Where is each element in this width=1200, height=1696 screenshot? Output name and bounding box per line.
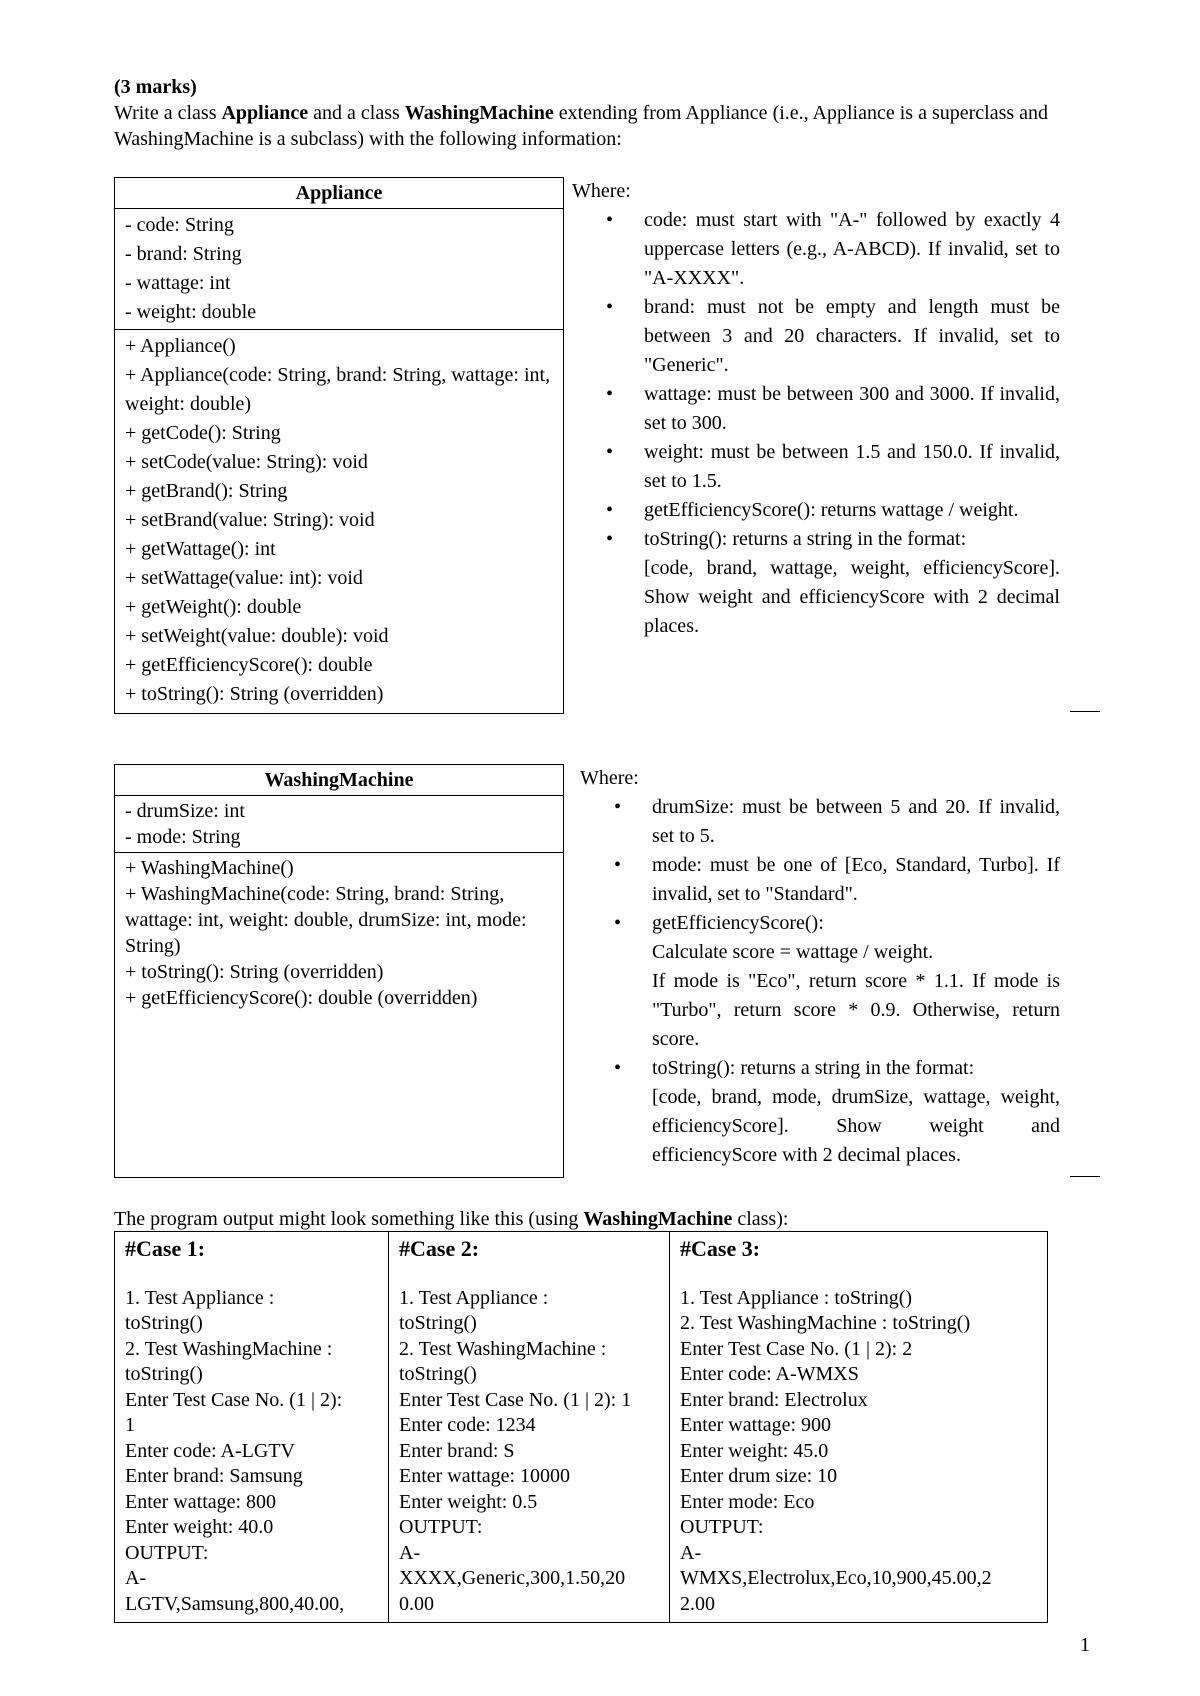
rule-text: [code, brand, mode, drumSize, wattage, weight, efficiencyScore]. Show weight and efficiencyScore with 2 decimal places. bbox=[652, 1086, 1060, 1166]
uml-member: + setWattage(value: int): void bbox=[125, 567, 363, 589]
case-header: #Case 2: bbox=[399, 1236, 480, 1261]
case-line: A- bbox=[680, 1541, 702, 1564]
caption-text: class): bbox=[732, 1208, 789, 1230]
divider-line bbox=[1070, 1176, 1100, 1177]
case-line: 1. Test Appliance : toString() bbox=[680, 1286, 913, 1309]
case-line: toString() bbox=[125, 1363, 203, 1385]
appliance-rules bbox=[572, 177, 1060, 641]
case-line: Enter drum size: 10 bbox=[680, 1465, 838, 1487]
case-line: OUTPUT: bbox=[125, 1541, 209, 1564]
page-number: 1 bbox=[1080, 1634, 1090, 1656]
rules-list bbox=[580, 793, 1060, 1170]
case-line: 1. Test Appliance : bbox=[399, 1286, 549, 1309]
case-cell bbox=[670, 1232, 1048, 1623]
rule-item bbox=[572, 380, 1060, 438]
rule-item bbox=[580, 851, 1060, 909]
uml-member: - mode: String bbox=[125, 826, 241, 848]
uml-class-name: Appliance bbox=[115, 178, 563, 209]
rule-text: mode: must be one of [Eco, Standard, Turbo]. If invalid, set to "Standard". bbox=[652, 854, 1060, 905]
rule-item bbox=[572, 496, 1060, 525]
case-line: LGTV,Samsung,800,40.00, bbox=[125, 1592, 345, 1615]
case-line: Enter Test Case No. (1 | 2): bbox=[125, 1388, 343, 1411]
intro-text-part: and a class bbox=[308, 102, 405, 124]
rule-item bbox=[572, 206, 1060, 293]
case-header: #Case 3: bbox=[680, 1236, 761, 1261]
uml-member: + WashingMachine() bbox=[125, 857, 294, 879]
case-line: A- bbox=[399, 1541, 421, 1564]
rule-text: If mode is "Eco", return score * 1.1. If mode is "Turbo", return score * 0.9. Otherwise, return score. bbox=[652, 970, 1060, 1050]
case-line: 2.00 bbox=[680, 1592, 715, 1615]
case-line: A- bbox=[125, 1567, 147, 1589]
case-line: 2. Test WashingMachine : bbox=[399, 1337, 607, 1360]
rules-list bbox=[572, 206, 1060, 641]
case-line: Enter brand: Electrolux bbox=[680, 1388, 868, 1411]
rule-text: getEfficiencyScore(): bbox=[652, 912, 824, 934]
bullet-icon: • bbox=[606, 296, 614, 318]
case-line: toString() bbox=[399, 1312, 477, 1334]
case-line: WMXS,Electrolux,Eco,10,900,45.00,2 bbox=[680, 1567, 992, 1589]
output-table bbox=[114, 1231, 1048, 1623]
marks-label: (3 marks) bbox=[114, 76, 197, 98]
caption-text: The program output might look something like this (using bbox=[114, 1208, 584, 1230]
bullet-icon: • bbox=[606, 209, 614, 231]
case-line: Enter mode: Eco bbox=[680, 1490, 815, 1513]
appliance-uml-box bbox=[114, 177, 564, 714]
case-line: OUTPUT: bbox=[680, 1516, 764, 1538]
uml-member: + getWeight(): double bbox=[125, 596, 302, 618]
washingmachine-uml-box bbox=[114, 764, 564, 1178]
bullet-icon: • bbox=[606, 528, 614, 550]
case-cell bbox=[389, 1232, 670, 1623]
rule-text: wattage: must be between 300 and 3000. If invalid, set to 300. bbox=[644, 383, 1060, 434]
uml-member: - brand: String bbox=[125, 243, 242, 265]
case-line: Enter Test Case No. (1 | 2): 1 bbox=[399, 1388, 632, 1411]
case-line: toString() bbox=[399, 1363, 477, 1385]
intro-text-part: Write a class bbox=[114, 102, 222, 124]
rule-text: getEfficiencyScore(): returns wattage / weight. bbox=[644, 499, 1019, 521]
rule-text: drumSize: must be between 5 and 20. If invalid, set to 5. bbox=[652, 796, 1060, 847]
uml-methods bbox=[115, 330, 563, 711]
uml-member: + getEfficiencyScore(): double bbox=[125, 654, 373, 676]
case-line: Enter code: A-WMXS bbox=[680, 1363, 859, 1385]
uml-member: + toString(): String (overridden) bbox=[125, 683, 384, 705]
case-line: Enter code: A-LGTV bbox=[125, 1439, 295, 1462]
uml-member: - code: String bbox=[125, 214, 234, 236]
bullet-icon: • bbox=[614, 854, 622, 876]
question-intro bbox=[114, 74, 1054, 152]
uml-member: + Appliance(code: String, brand: String, wattage: int, weight: double) bbox=[125, 364, 551, 415]
where-label: Where: bbox=[580, 767, 639, 789]
case-line: toString() bbox=[125, 1312, 203, 1334]
case-line: Enter weight: 0.5 bbox=[399, 1490, 538, 1513]
washingmachine-rules bbox=[580, 764, 1060, 1170]
rule-item bbox=[580, 793, 1060, 851]
rule-text: Calculate score = wattage / weight. bbox=[652, 941, 934, 963]
intro-text-part: extending from Appliance (i.e., Appliance is a superclass and WashingMachine is a subclass) with the following information: bbox=[114, 102, 1049, 150]
uml-member: - wattage: int bbox=[125, 272, 231, 294]
case-line: 2. Test WashingMachine : bbox=[125, 1337, 333, 1360]
uml-member: - drumSize: int bbox=[125, 800, 245, 822]
rule-item bbox=[572, 525, 1060, 641]
rule-text: [code, brand, wattage, weight, efficiencyScore]. Show weight and efficiencyScore with 2 decimal places. bbox=[644, 557, 1060, 637]
uml-member: + getWattage(): int bbox=[125, 538, 276, 560]
case-line: Enter brand: S bbox=[399, 1439, 515, 1462]
uml-attributes bbox=[115, 209, 563, 330]
rule-text: toString(): returns a string in the format: bbox=[652, 1057, 975, 1079]
bullet-icon: • bbox=[614, 1057, 622, 1079]
case-line: Enter wattage: 900 bbox=[680, 1414, 832, 1436]
rule-text: brand: must not be empty and length must be between 3 and 20 characters. If invalid, set to "Generic". bbox=[644, 296, 1060, 376]
case-cell bbox=[115, 1232, 389, 1623]
uml-member: + Appliance() bbox=[125, 335, 236, 357]
case-line: Enter brand: Samsung bbox=[125, 1465, 303, 1487]
uml-attributes bbox=[115, 796, 563, 853]
uml-member: + WashingMachine(code: String, brand: String, wattage: int, weight: double, drumSize: int, mode: String) bbox=[125, 883, 527, 957]
caption-class: WashingMachine bbox=[583, 1208, 733, 1230]
uml-class-name: WashingMachine bbox=[115, 765, 563, 796]
bullet-icon: • bbox=[606, 383, 614, 405]
case-line: OUTPUT: bbox=[399, 1516, 483, 1538]
case-line: 2. Test WashingMachine : toString() bbox=[680, 1312, 971, 1334]
uml-methods bbox=[115, 853, 563, 1013]
intro-class-appliance: Appliance bbox=[221, 102, 309, 124]
case-line: Enter code: 1234 bbox=[399, 1414, 536, 1436]
uml-member: + getCode(): String bbox=[125, 422, 281, 444]
case-line: 0.00 bbox=[399, 1592, 434, 1615]
divider-line bbox=[1070, 711, 1100, 712]
rule-item bbox=[580, 1054, 1060, 1170]
rule-item bbox=[580, 909, 1060, 1054]
bullet-icon: • bbox=[606, 499, 614, 521]
question-text bbox=[114, 100, 1054, 152]
case-line: 1 bbox=[125, 1414, 135, 1436]
case-header: #Case 1: bbox=[125, 1236, 206, 1261]
case-line: Enter weight: 45.0 bbox=[680, 1439, 829, 1462]
where-label: Where: bbox=[572, 180, 631, 202]
case-line: XXXX,Generic,300,1.50,20 bbox=[399, 1567, 626, 1589]
case-line: Enter wattage: 800 bbox=[125, 1490, 277, 1513]
rule-text: weight: must be between 1.5 and 150.0. If invalid, set to 1.5. bbox=[644, 441, 1060, 492]
rule-text: toString(): returns a string in the format: bbox=[644, 528, 967, 550]
output-caption bbox=[114, 1208, 788, 1231]
uml-member: + toString(): String (overridden) bbox=[125, 961, 384, 983]
bullet-icon: • bbox=[614, 912, 622, 934]
bullet-icon: • bbox=[614, 796, 622, 818]
case-line: Enter wattage: 10000 bbox=[399, 1465, 571, 1487]
uml-member: - weight: double bbox=[125, 301, 257, 323]
intro-class-washingmachine: WashingMachine bbox=[404, 102, 554, 124]
rule-text: code: must start with "A-" followed by exactly 4 uppercase letters (e.g., A-ABCD). If invalid, set to "A-XXXX". bbox=[644, 209, 1060, 289]
case-line: 1. Test Appliance : bbox=[125, 1286, 275, 1309]
bullet-icon: • bbox=[606, 441, 614, 463]
rule-item bbox=[572, 293, 1060, 380]
uml-member: + getEfficiencyScore(): double (overridden) bbox=[125, 987, 478, 1009]
uml-member: + setWeight(value: double): void bbox=[125, 625, 389, 647]
rule-item bbox=[572, 438, 1060, 496]
uml-member: + setCode(value: String): void bbox=[125, 451, 368, 473]
case-line: Enter weight: 40.0 bbox=[125, 1516, 274, 1538]
case-line: Enter Test Case No. (1 | 2): 2 bbox=[680, 1337, 913, 1360]
uml-member: + getBrand(): String bbox=[125, 480, 288, 502]
uml-member: + setBrand(value: String): void bbox=[125, 509, 375, 531]
